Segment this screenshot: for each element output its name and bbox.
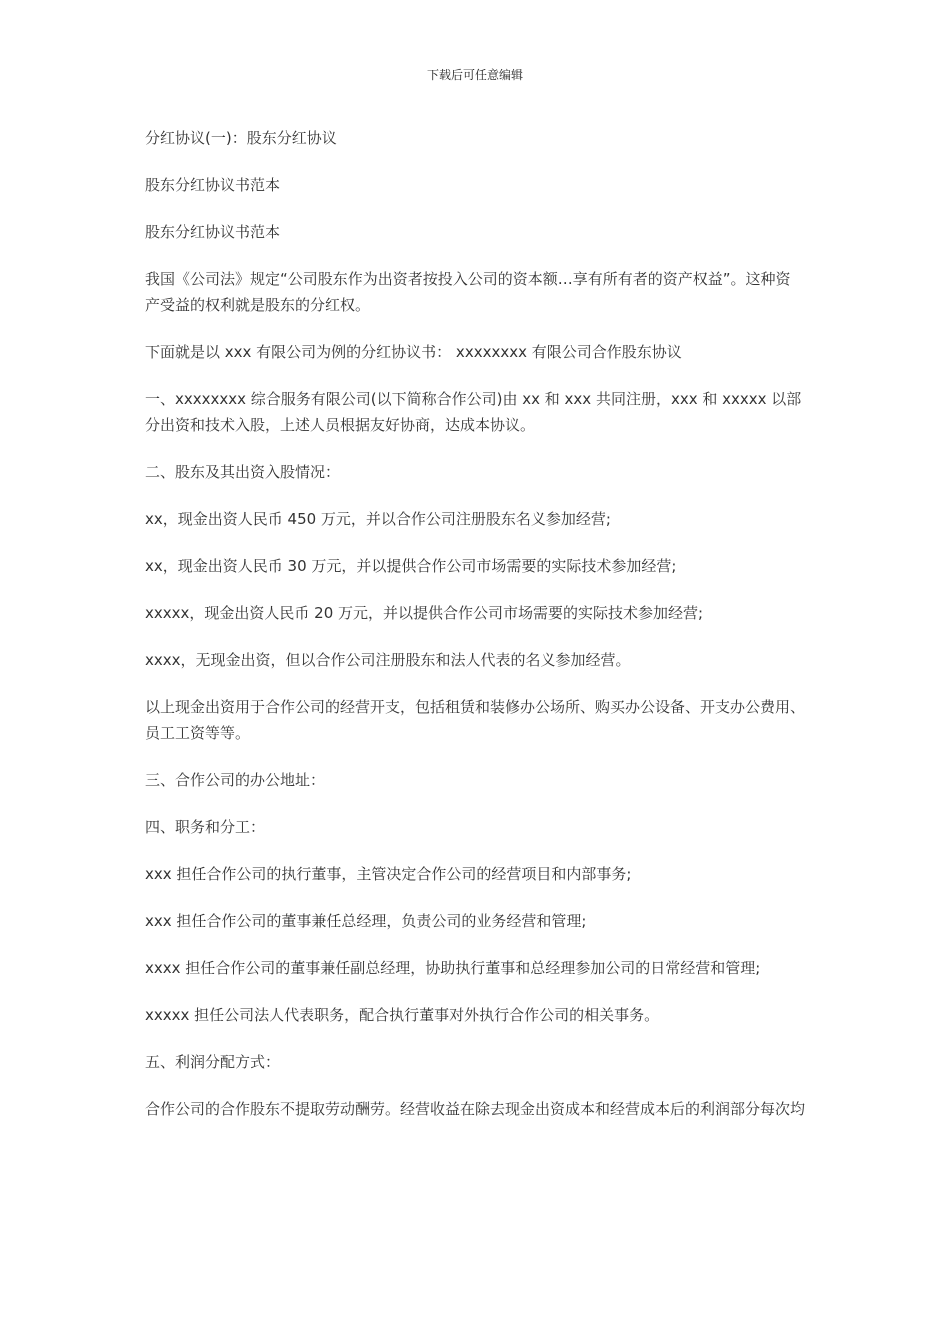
duty-item: xxxx 担任合作公司的董事兼任副总经理，协助执行董事和总经理参加公司的日常经营和管理; (145, 959, 761, 977)
shareholder-item: xx，现金出资人民币 450 万元，并以合作公司注册股东名义参加经营; (145, 510, 611, 528)
duty-item: xxxxx 担任公司法人代表职务，配合执行董事对外执行合作公司的相关事务。 (145, 1006, 660, 1024)
section-1-paragraph: 一、xxxxxxxx 综合服务有限公司(以下简称合作公司)由 xx 和 xxx 共同注册，xxx 和 xxxxx 以部分出资和技术入股，上述人员根据友好协商，达成本协议。 (145, 390, 802, 434)
example-intro-paragraph: 下面就是以 xxx 有限公司为例的分红协议书： xxxxxxxx 有限公司合作股东协议 (145, 343, 682, 361)
shareholder-item: xxxx，无现金出资，但以合作公司注册股东和法人代表的名义参加经营。 (145, 651, 631, 669)
document-body (145, 125, 805, 1143)
duty-item: xxx 担任合作公司的执行董事，主管决定合作公司的经营项目和内部事务; (145, 865, 632, 883)
shareholder-item: xxxxx，现金出资人民币 20 万元，并以提供合作公司市场需要的实际技术参加经营; (145, 604, 704, 622)
section-5-heading: 五、利润分配方式： (145, 1053, 281, 1071)
intro-paragraph: 我国《公司法》规定“公司股东作为出资者按投入公司的资本额…享有所有者的资产权益”。这种资产受益的权利就是股东的分红权。 (145, 270, 791, 314)
section-2-heading: 二、股东及其出资入股情况： (145, 463, 341, 481)
document-subtitle: 股东分红协议书范本 (145, 176, 281, 194)
document-subtitle-repeat: 股东分红协议书范本 (145, 223, 281, 241)
duty-item: xxx 担任合作公司的董事兼任总经理，负责公司的业务经营和管理; (145, 912, 587, 930)
section-4-heading: 四、职务和分工： (145, 818, 266, 836)
shareholder-item: xx，现金出资人民币 30 万元，并以提供合作公司市场需要的实际技术参加经营; (145, 557, 677, 575)
document-title: 分红协议(一)：股东分红协议 (145, 129, 337, 147)
header-note: 下载后可任意编辑 (426, 68, 523, 82)
section-3-heading: 三、合作公司的办公地址： (145, 771, 326, 789)
capital-usage-paragraph: 以上现金出资用于合作公司的经营开支，包括租赁和装修办公场所、购买办公设备、开支办公费用、员工工资等等。 (145, 698, 806, 742)
profit-distribution-paragraph: 合作公司的合作股东不提取劳动酬劳。经营收益在除去现金出资成本和经营成本后的利润部分每次均 (145, 1100, 806, 1118)
